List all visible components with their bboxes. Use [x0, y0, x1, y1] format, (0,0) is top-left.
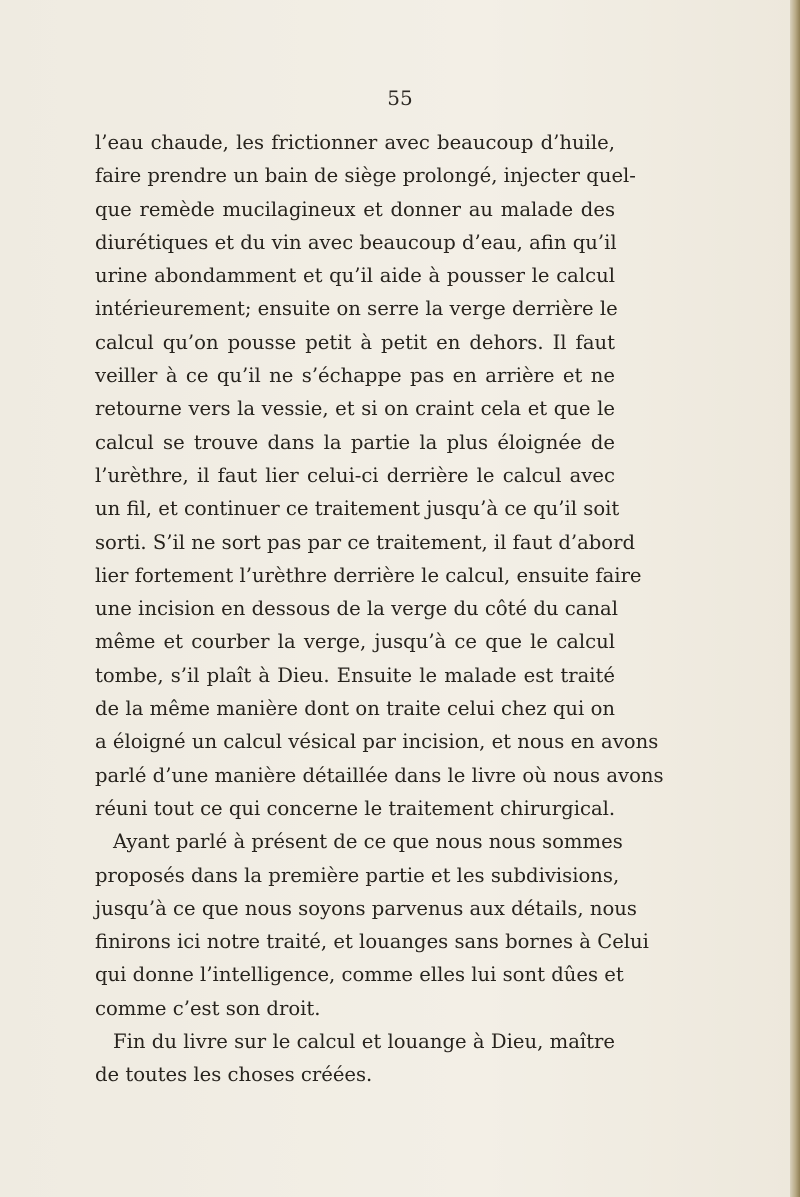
text-line: finirons ici notre traité, et louanges sans bornes à Celui: [95, 930, 649, 954]
text-line: de la même manière dont on traite celui chez qui on: [95, 697, 615, 721]
text-line: veiller à ce qu’il ne s’échappe pas en arrière et ne: [95, 364, 615, 388]
text-line: lier fortement l’urèthre derrière le calcul, ensuite faire: [95, 563, 642, 587]
text-line: réuni tout ce qui concerne le traitement chirurgical.: [95, 796, 616, 820]
text-line: urine abondamment et qu’il aide à pousser le calcul: [95, 264, 615, 288]
body-text: [95, 126, 664, 1092]
text-line: l’urèthre, il faut lier celui-ci derrière le calcul avec: [95, 463, 615, 487]
page-number: 55: [387, 86, 413, 110]
text-line: intérieurement; ensuite on serre la verge derrière le: [95, 297, 618, 321]
text-line: proposés dans la première partie et les subdivisions,: [95, 863, 620, 887]
text-line: même et courber la verge, jusqu’à ce que le calcul: [95, 630, 615, 654]
text-line: sorti. S’il ne sort pas par ce traitement, il faut d’abord: [95, 530, 636, 554]
text-line: tombe, s’il plaît à Dieu. Ensuite le malade est traité: [95, 663, 615, 687]
text-line: que remède mucilagineux et donner au malade des: [95, 197, 615, 221]
text-line: calcul qu’on pousse petit à petit en dehors. Il faut: [95, 330, 615, 354]
text-line: Fin du livre sur le calcul et louange à Dieu, maître: [113, 1030, 615, 1054]
text-line: de toutes les choses créées.: [95, 1063, 373, 1087]
text-line: parlé d’une manière détaillée dans le livre où nous avons: [95, 763, 664, 787]
text-line: a éloigné un calcul vésical par incision, et nous en avons: [95, 730, 659, 754]
text-line: calcul se trouve dans la partie la plus éloignée de: [95, 430, 615, 454]
text-line: l’eau chaude, les frictionner avec beaucoup d’huile,: [95, 131, 615, 154]
text-line: un fil, et continuer ce traitement jusqu’à ce qu’il soit: [95, 497, 620, 521]
text-line: comme c’est son droit.: [95, 996, 321, 1020]
text-line: faire prendre un bain de siège prolongé, injecter quel-: [95, 164, 636, 188]
text-line: retourne vers la vessie, et si on craint cela et que le: [95, 397, 615, 421]
text-line: jusqu’à ce que nous soyons parvenus aux détails, nous: [95, 896, 637, 920]
text-line: Ayant parlé à présent de ce que nous nous sommes: [113, 830, 623, 854]
text-line: qui donne l’intelligence, comme elles lui sont dûes et: [95, 963, 624, 987]
page-edge: [790, 0, 800, 1197]
text-line: une incision en dessous de la verge du côté du canal: [95, 597, 618, 621]
text-line: diurétiques et du vin avec beaucoup d’eau, afin qu’il: [95, 230, 617, 254]
